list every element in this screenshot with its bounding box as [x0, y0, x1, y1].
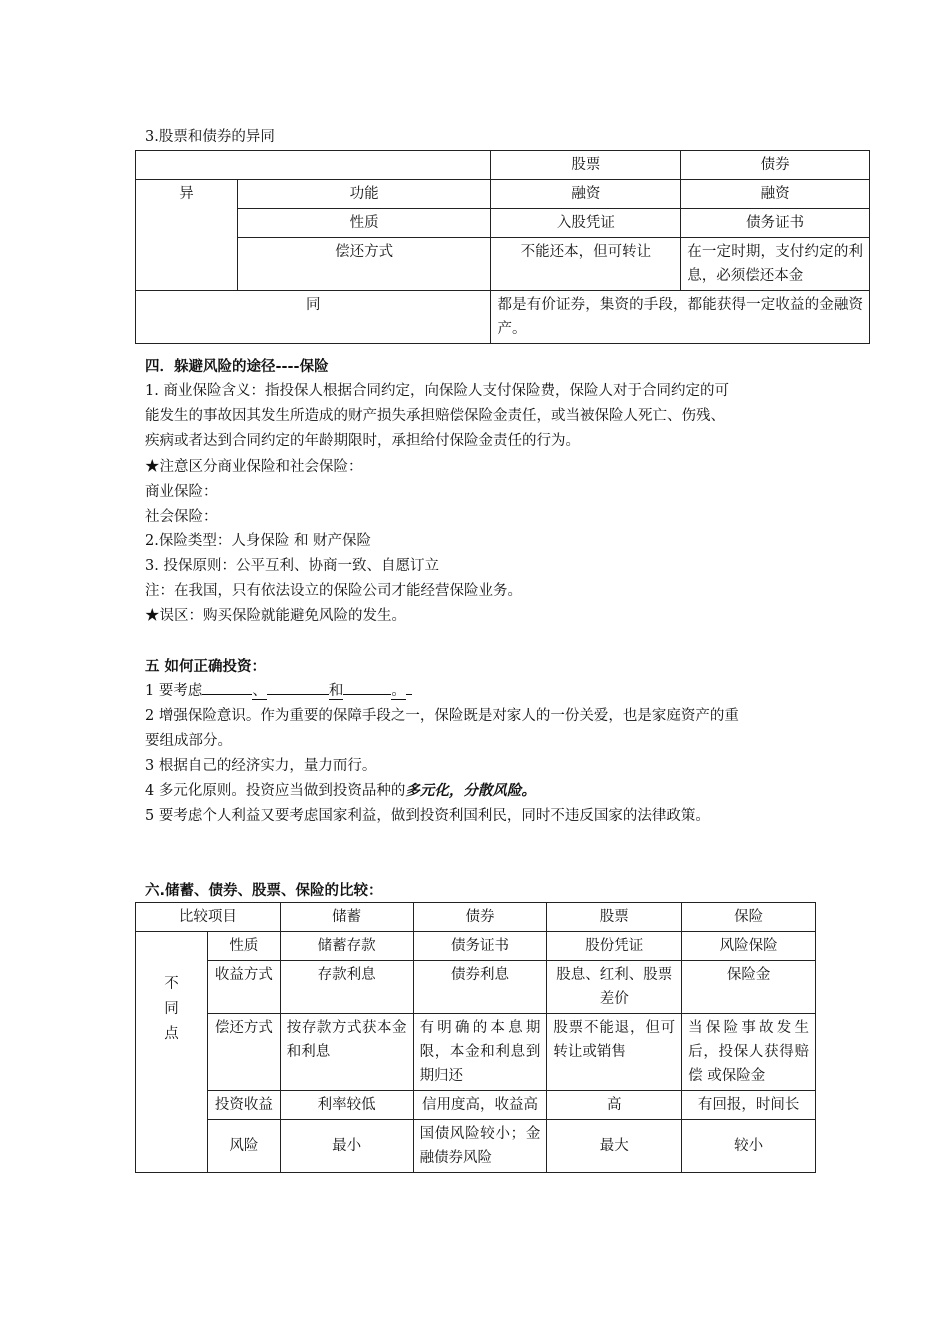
item-label: 收益方式	[207, 961, 280, 1014]
bond-cell: 融资	[681, 180, 870, 209]
group-label-text: 不同点	[164, 976, 179, 1042]
header-blank-cell	[136, 151, 491, 180]
stock-cell: 融资	[491, 180, 681, 209]
table-header-row	[136, 903, 816, 932]
table-row	[136, 1091, 816, 1120]
header-cell: 比较项目	[136, 903, 281, 932]
note-line: 注：在我国，只有依法设立的保险公司才能经营保险业务。	[145, 583, 522, 599]
item-label: 偿还方式	[207, 1014, 280, 1091]
table-row	[136, 180, 870, 209]
stock-bond-table	[135, 150, 870, 344]
cell: 信用度高，收益高	[413, 1091, 547, 1120]
table-row	[136, 961, 816, 1014]
table-row	[136, 209, 870, 238]
list-item: 2 增强保险意识。作为重要的保障手段之一，保险既是对家人的一份关爱，也是家庭资产的重	[145, 708, 739, 724]
emphasis-text: 多元化，分散风险。	[405, 782, 536, 799]
row-label: 功能	[237, 180, 491, 209]
cell: 有明确的本息期限，本金和利息到期归还	[413, 1014, 547, 1091]
paragraph-line: 1. 商业保险含义：指投保人根据合同约定，向保险人支付保险费，保险人对于合同约定的可	[145, 383, 729, 399]
fill-blank	[267, 680, 329, 695]
table-row	[136, 932, 816, 961]
header-stock: 股票	[491, 151, 681, 180]
cell: 股票不能退，但可转让或销售	[547, 1014, 682, 1091]
cell: 利率较低	[280, 1091, 413, 1120]
bond-cell: 债务证书	[681, 209, 870, 238]
item-text: 。	[391, 683, 406, 699]
fill-blank	[343, 680, 391, 695]
stock-cell: 入股凭证	[491, 209, 681, 238]
paragraph-line: 疾病或者达到合同约定的年龄期限时，承担给付保险金责任的行为。	[145, 433, 580, 449]
myth-line: ★误区：购买保险就能避免风险的发生。	[145, 608, 406, 624]
social-insurance-line: 社会保险：	[145, 509, 218, 525]
section6-title: 六.储蓄、债券、股票、保险的比较：	[145, 883, 383, 899]
cell: 当保险事故发生后，投保人获得赔偿 或保险金	[682, 1014, 816, 1091]
comparison-table	[135, 902, 816, 1173]
cell: 较小	[682, 1120, 816, 1173]
fill-blank	[202, 680, 252, 695]
group-label	[136, 932, 208, 1173]
item-label: 性质	[207, 932, 280, 961]
list-item	[145, 680, 412, 702]
list-item	[145, 780, 536, 802]
cell: 保险金	[682, 961, 816, 1014]
cell: 股息、红利、股票差价	[547, 961, 682, 1014]
cell: 债券利息	[413, 961, 547, 1014]
cell: 最大	[547, 1120, 682, 1173]
item-text: 4 多元化原则。投资应当做到投资品种的	[145, 783, 406, 799]
fill-blank	[406, 680, 412, 695]
header-cell: 股票	[547, 903, 682, 932]
table-row	[136, 1014, 816, 1091]
cell: 储蓄存款	[280, 932, 413, 961]
commercial-insurance-line: 商业保险：	[145, 484, 218, 500]
insurance-types-line: 2.保险类型：人身保险 和 财产保险	[145, 533, 372, 549]
cell: 高	[547, 1091, 682, 1120]
header-cell: 储蓄	[280, 903, 413, 932]
header-cell: 保险	[682, 903, 816, 932]
table-row	[136, 291, 870, 344]
cell: 风险保险	[682, 932, 816, 961]
section5-title: 五 如何正确投资：	[145, 659, 267, 675]
diff-label: 异	[136, 180, 238, 291]
bond-cell: 在一定时期，支付约定的利息，必须偿还本金	[681, 238, 870, 291]
item-text: 、	[252, 683, 267, 699]
stock-cell: 不能还本，但可转让	[491, 238, 681, 291]
table-header-row	[136, 151, 870, 180]
row-label: 性质	[237, 209, 491, 238]
cell: 有回报，时间长	[682, 1091, 816, 1120]
paragraph-line: 能发生的事故因其发生所造成的财产损失承担赔偿保险金责任，或当被保险人死亡、伤残、	[145, 408, 725, 424]
list-item: 5 要考虑个人利益又要考虑国家利益，做到投资利国利民，同时不违反国家的法律政策。	[145, 808, 710, 824]
section4-title: 四．躲避风险的途径----保险	[145, 359, 329, 375]
row-label: 偿还方式	[237, 238, 491, 291]
item-text: 和	[328, 683, 344, 699]
cell: 按存款方式获本金和利息	[280, 1014, 413, 1091]
list-item: 3 根据自己的经济实力，量力而行。	[145, 758, 377, 774]
table-row	[136, 1120, 816, 1173]
cell: 债务证书	[413, 932, 547, 961]
item-text: 1 要考虑	[145, 683, 203, 699]
note-line: ★注意区分商业保险和社会保险：	[145, 459, 363, 475]
header-bond: 债券	[681, 151, 870, 180]
cell: 股份凭证	[547, 932, 682, 961]
item-label: 风险	[207, 1120, 280, 1173]
same-label: 同	[136, 291, 491, 344]
header-cell: 债券	[413, 903, 547, 932]
same-text: 都是有价证券，集资的手段，都能获得一定收益的金融资产。	[491, 291, 870, 344]
cell: 存款利息	[280, 961, 413, 1014]
table-row	[136, 238, 870, 291]
item-label: 投资收益	[207, 1091, 280, 1120]
cell: 国债风险较小；金融债券风险	[413, 1120, 547, 1173]
principle-line: 3. 投保原则：公平互利、协商一致、自愿订立	[145, 558, 439, 574]
cell: 最小	[280, 1120, 413, 1173]
list-item: 要组成部分。	[145, 733, 232, 749]
section3-title: 3.股票和债券的异同	[145, 129, 275, 145]
